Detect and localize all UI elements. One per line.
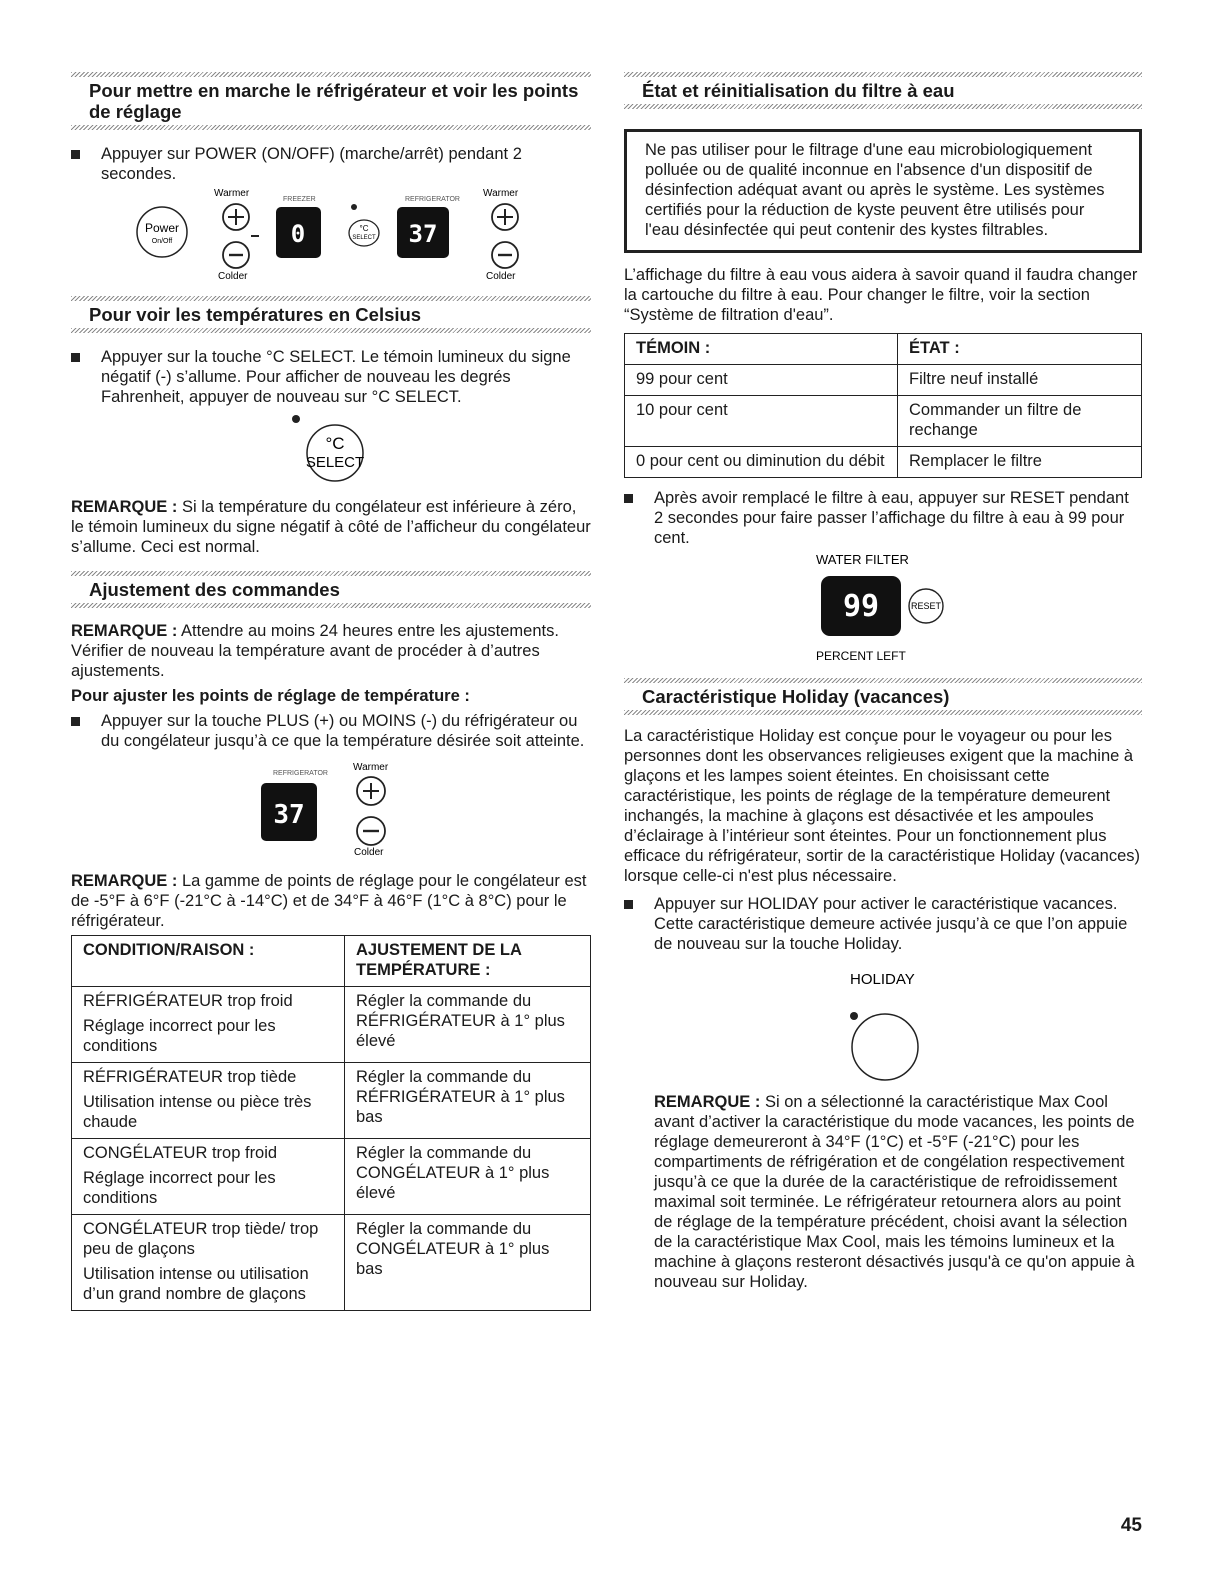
holiday-intro: La caractéristique Holiday est conçue pour le voyageur ou pour les personnes dont les observances religieuses exigent que la machine à glaçons et les lampes soient éteintes. En choisissant cette caractéristique, les points de réglage de la température demeurent inchangés, la machine à glaçons est désactivée et les ampoules d’éclairage à l’intérieur sont éteintes. Pour un fonctionnement plus efficace du réfrigérateur, sortir de la caractéristique Holiday (vacances) lorsque celle-ci n'est plus nécessaire. [624, 727, 1141, 885]
refrigerator-plus-button[interactable] [357, 777, 385, 805]
table-cell: Régler la commande du RÉFRIGÉRATEUR à 1° plus élevé [345, 987, 591, 1063]
colder-label: Colder [354, 847, 384, 858]
reason-text: Utilisation intense ou utilisation d’un grand nombre de glaçons [83, 1265, 309, 1303]
table-header: ÉTAT : [898, 334, 1142, 365]
select-c-label: °C [359, 224, 369, 233]
table-cell [72, 1215, 345, 1311]
note-label: REMARQUE : [71, 622, 178, 640]
indicator-dot [351, 204, 357, 210]
note-range [71, 871, 591, 931]
refrigerator-panel-illustration [71, 751, 591, 869]
condition-text: CONGÉLATEUR trop tiède/ trop peu de glaçons [83, 1220, 319, 1258]
subheading-adjust: Pour ajuster les points de réglage de température : [71, 687, 470, 705]
filter-intro: L’affichage du filtre à eau vous aidera à savoir quand il faudra changer la cartouche du filtre à eau. Pour changer le filtre, voir la section “Système de filtration d'eau”. [624, 266, 1138, 324]
refrigerator-minus-button[interactable] [357, 817, 385, 845]
table-cell: Régler la commande du CONGÉLATEUR à 1° plus élevé [345, 1139, 591, 1215]
right-column [624, 72, 1142, 1292]
divider [71, 125, 591, 130]
celsius-select-button[interactable] [306, 425, 364, 481]
water-filter-label: WATER FILTER [816, 552, 909, 567]
control-panel-illustration [71, 186, 591, 286]
indicator-dot [292, 415, 300, 423]
table-header: AJUSTEMENT DE LA TEMPÉRATURE : [345, 936, 591, 987]
bullet-square-icon [624, 494, 633, 503]
heading-holiday: Caractéristique Holiday (vacances) [642, 686, 950, 707]
table-cell [72, 987, 345, 1063]
table-header: TÉMOIN : [625, 334, 898, 365]
warmer-left-label: Warmer [214, 188, 250, 199]
freezer-minus-button[interactable] [223, 242, 249, 268]
note-text: Si on a sélectionné la caractéristique Max Cool avant d’activer la caractéristique du mode vacances, les points de réglage demeureront à 34°F (1°C) et -5°F (-21°C) pour les compartiments de réfrigération et de congélation respectivement jusqu’à ce que la durée de la caractéristique de refroidissement maximal soit terminée. Le réfrigérateur retournera alors au point de réglage de la température précédent, choisi avant la sélection de la caractéristique Max Cool, mais les témoins lumineux et la machine à glaçons resteront désactivés jusqu'à ce qu'on appuie à nouveau sur Holiday. [654, 1093, 1135, 1291]
heading-power-on: Pour mettre en marche le réfrigérateur et voir les points de réglage [89, 80, 579, 122]
table-row [72, 1063, 591, 1139]
note-label: REMARQUE : [71, 498, 178, 516]
heading-celsius: Pour voir les températures en Celsius [89, 304, 422, 325]
bullet-text: Appuyer sur la touche PLUS (+) ou MOINS (-) du réfrigérateur ou du congélateur jusqu’à ce que la température désirée soit atteinte. [101, 712, 585, 750]
note-celsius [71, 497, 591, 557]
select-label: SELECT [352, 235, 376, 241]
percent-left-label: PERCENT LEFT [816, 649, 906, 663]
table-row [625, 447, 1142, 478]
reason-text: Réglage incorrect pour les conditions [83, 1017, 276, 1055]
bullet-text: Appuyer sur HOLIDAY pour activer le caractéristique vacances. Cette caractéristique demeure activée jusqu’à ce que l’on appuie de nouveau sur la touche Holiday. [654, 895, 1128, 953]
divider [71, 328, 591, 333]
table-cell: Filtre neuf installé [898, 365, 1142, 396]
divider [624, 104, 1142, 109]
table-row [72, 1139, 591, 1215]
table-row [625, 365, 1142, 396]
bullet-power [71, 144, 591, 184]
water-filter-value: 99 [842, 589, 880, 624]
holiday-panel-illustration [624, 958, 1142, 1082]
heading-adjust: Ajustement des commandes [89, 579, 340, 600]
celsius-select-button[interactable] [349, 220, 379, 246]
condition-text: RÉFRIGÉRATEUR trop froid [83, 992, 293, 1010]
bullet-text: Après avoir remplacé le filtre à eau, appuyer sur RESET pendant 2 secondes pour faire passer l’affichage du filtre à eau à 99 pour cent. [654, 489, 1129, 547]
holiday-button[interactable] [852, 1014, 918, 1080]
table-header: CONDITION/RAISON : [72, 936, 345, 987]
bullet-square-icon [71, 717, 80, 726]
condition-text: CONGÉLATEUR trop froid [83, 1144, 278, 1162]
note-text: Attendre au moins 24 heures entre les ajustements. Vérifier de nouveau la température avant de procéder à d’autres ajustements. [71, 622, 559, 680]
table-cell: Remplacer le filtre [898, 447, 1142, 478]
power-label: Power [144, 221, 180, 235]
select-label: SELECT [305, 454, 365, 471]
refrigerator-value: 37 [273, 800, 305, 830]
bullet-celsius [71, 347, 591, 407]
celsius-select-illustration [71, 407, 591, 483]
table-cell: Régler la commande du CONGÉLATEUR à 1° plus bas [345, 1215, 591, 1311]
bullet-text: Appuyer sur la touche °C SELECT. Le témoin lumineux du signe négatif (-) s’allume. Pour afficher de nouveau les degrés Fahrenheit, appuyer de nouveau sur °C SELECT. [101, 348, 571, 406]
table-header-row [72, 936, 591, 987]
bullet-reset [624, 488, 1142, 548]
bullet-holiday [624, 894, 1142, 954]
note-label: REMARQUE : [71, 872, 178, 890]
condition-text: RÉFRIGÉRATEUR trop tiède [83, 1068, 297, 1086]
table-row [72, 987, 591, 1063]
reset-label: RESET [910, 601, 942, 611]
adjustment-table [71, 935, 591, 1311]
colder-left-label: Colder [218, 271, 248, 282]
filter-status-table [624, 333, 1142, 478]
table-cell: Régler la commande du RÉFRIGÉRATEUR à 1° plus bas [345, 1063, 591, 1139]
bullet-square-icon [71, 150, 80, 159]
table-cell: 99 pour cent [625, 365, 898, 396]
water-filter-panel-illustration [624, 548, 1142, 666]
power-button[interactable] [137, 207, 187, 257]
refrigerator-label: REFRIGERATOR [405, 196, 460, 203]
freezer-value: 0 [290, 220, 306, 248]
bullet-square-icon [71, 353, 80, 362]
divider [624, 710, 1142, 715]
refrigerator-label: REFRIGERATOR [273, 770, 328, 777]
table-row [72, 1215, 591, 1311]
table-header-row [625, 334, 1142, 365]
table-cell: 0 pour cent ou diminution du débit [625, 447, 898, 478]
refrigerator-plus-button[interactable] [492, 204, 518, 230]
page-number: 45 [1120, 1515, 1142, 1536]
select-c-label: °C [325, 434, 345, 453]
note-text: La gamme de points de réglage pour le congélateur est de -5°F à 6°F (-21°C à -14°C) et de 34°F à 46°F (1°C à 8°C) pour le réfrigérateur. [71, 872, 587, 930]
reset-button[interactable] [909, 589, 943, 623]
warmer-label: Warmer [353, 762, 389, 773]
reason-text: Réglage incorrect pour les conditions [83, 1169, 276, 1207]
table-cell [72, 1063, 345, 1139]
holiday-label: HOLIDAY [850, 971, 915, 988]
freezer-label: FREEZER [283, 196, 316, 203]
divider [71, 603, 591, 608]
bullet-square-icon [624, 900, 633, 909]
heading-water-filter: État et réinitialisation du filtre à eau [642, 80, 955, 101]
note-adjust [71, 621, 591, 681]
refrigerator-minus-button[interactable] [492, 242, 518, 268]
table-cell: Commander un filtre de rechange [898, 396, 1142, 447]
warning-box: Ne pas utiliser pour le filtrage d'une eau microbiologiquement polluée ou de qualité inconnue en l'absence d'un dispositif de désinfection adéquat avant ou après le système. Les systèmes certifiés pour la réduction de kyste peuvent être utilisés pour l'eau désinfectée qui peut contenir des kystes filtrables. [624, 129, 1142, 253]
onoff-label: On/Off [151, 238, 173, 245]
refrigerator-value: 37 [408, 220, 438, 248]
table-cell [72, 1139, 345, 1215]
freezer-plus-button[interactable] [223, 204, 249, 230]
table-cell: 10 pour cent [625, 396, 898, 447]
left-column [71, 72, 591, 1311]
bullet-adjust [71, 711, 591, 751]
note-label: REMARQUE : [654, 1093, 761, 1111]
note-holiday [624, 1092, 1142, 1292]
warmer-right-label: Warmer [483, 188, 519, 199]
bullet-text: Appuyer sur POWER (ON/OFF) (marche/arrêt) pendant 2 secondes. [101, 145, 522, 183]
table-row [625, 396, 1142, 447]
note-text: Si la température du congélateur est inférieure à zéro, le témoin lumineux du signe négatif à côté de l’afficheur du congélateur s’allume. Ceci est normal. [71, 498, 591, 556]
colder-right-label: Colder [486, 271, 516, 282]
reason-text: Utilisation intense ou pièce très chaude [83, 1093, 312, 1131]
indicator-dot [850, 1012, 858, 1020]
